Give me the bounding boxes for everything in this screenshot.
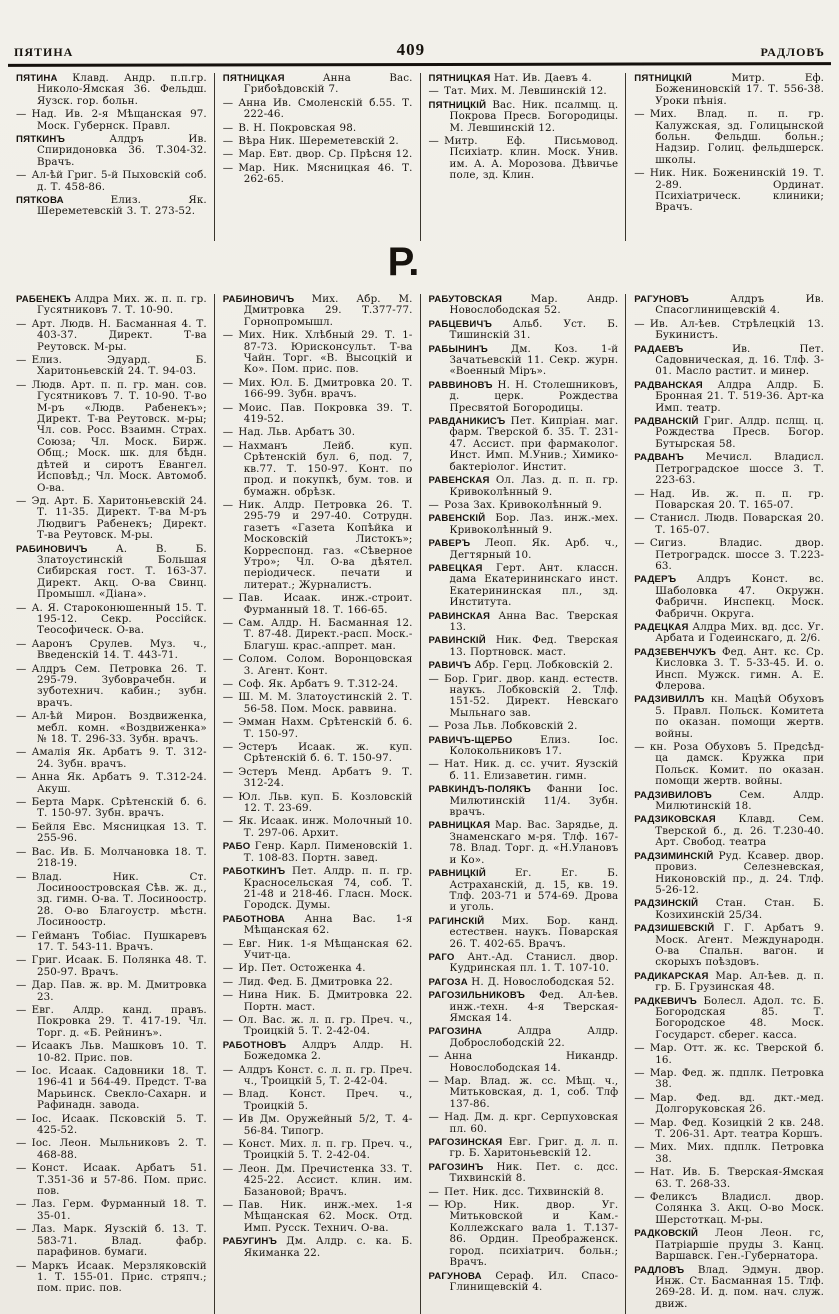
directory-entry: ПЯТИНА Клавд. Андр. п.п.гр. Николо-Ямская 36. Фельдш. Яузск. гор. больн.: [16, 73, 207, 107]
directory-entry: — Анна Ив. Смоленскій б.55. Т. 222-46.: [222, 96, 413, 121]
entry-surname: ПЯТКИНЪ: [16, 134, 110, 146]
directory-entry: РАГОЗИНЪ Ник. Пет. с. дсс. Тихвинскій 8.: [428, 1160, 619, 1185]
directory-entry: РАДВАНСКАЯ Алдра Алдр. Б. Бронная 21. Т. 519-36. Арт-ка Имп. театр.: [634, 378, 824, 414]
directory-entry: РАДЗИВИЛЛЪ кн. Мацѣй Обуховъ 5. Правл. Польск. Комитета по оказан. помощи жертв. войны.: [634, 693, 824, 740]
directory-entry: — Берта Марк. Срѣтенскій б. 6. Т. 150-97. Зубн. врачъ.: [16, 796, 207, 820]
section-letter-r: Р.: [387, 240, 420, 284]
entry-surname: РАГОЗИНЪ: [428, 1161, 497, 1173]
directory-entry: — Вас. Ив. Б. Молчановка 18. Т. 218-19.: [16, 845, 207, 870]
directory-entry: РАБЫНИНЪ Дм. Коз. 1-й Зачатьевскій 11. Секр. журн. «Военный Міръ».: [428, 342, 619, 378]
entry-surname: РАВЕНСКІЙ: [428, 513, 496, 525]
directory-entry: — Мих. Юл. Б. Дмитровка 20. Т. 166-99. Зубн. врачъ.: [222, 376, 413, 401]
directory-entry: — Пет. Ник. дсс. Тихвинскій 8.: [428, 1185, 605, 1198]
directory-entry: РАДЕРЪ Алдръ Конст. вс. Шаболовка 47. Окружн. Фабричн. Инспекц. Моск. Фабричн. Округа.: [634, 573, 824, 620]
directory-entry: — Роза Льв. Лобковскій 2.: [428, 720, 578, 733]
directory-entry: РАГОЗА Н. Д. Новослободская 52.: [428, 975, 615, 988]
directory-entry: — Тат. Мих. М. Левшинскій 12.: [428, 85, 607, 98]
directory-entry: РАДЛОВЪ Влад. Эдмун. двор. Инж. Ст. Басманная 15. Тлф. 269-28. И. д. пом. нач. служ. движ.: [634, 1263, 824, 1310]
directory-entry: — Леон. Дм. Пречистенка 33. Т. 425-22. Ассист. клин. им. Базановой; Врачъ.: [222, 1162, 413, 1198]
top-column-2: [214, 73, 420, 241]
entry-surname: РАВИЧЪ-ЩЕРБО: [428, 734, 541, 746]
directory-entry: — Моис. Пав. Покровка 39. Т. 419-52.: [222, 401, 413, 426]
directory-entry: РАДЗИШЕВСКІЙ Г. Г. Арбатъ 9. Моск. Агент. Международн. О-ва Спальн. вагон. и скорыхъ поѣздовъ.: [634, 922, 824, 969]
directory-entry: — Нат. Ив. Б. Тверская-Ямская 63. Т. 268-33.: [634, 1166, 824, 1190]
directory-entry: — Влад. Конст. Преч. ч., Троицкій 5.: [222, 1088, 413, 1112]
entry-surname: РАДЛОВЪ: [634, 1264, 698, 1276]
directory-entry: РАДЗИВИЛОВЪ Сем. Алдр. Милютинскій 18.: [634, 788, 824, 813]
directory-entry: — Евг. Алдр. канд. правъ. Покровка 29. Т. 417-19. Чл. Торг. д. «Б. Рейнинъ».: [16, 1003, 207, 1039]
top-column-3: [420, 73, 626, 241]
directory-entry: — Нахманъ Лейб. куп. Срѣтенскій бул. 6, под. 7, кв.77. Т. 150-97. Конт. по прод. и покупкѣ, бум. тов. и бумажн. обрѣзк.: [222, 439, 413, 498]
directory-entry: ПЯТНИЦКАЯ Нат. Ив. Даевъ 4.: [428, 73, 592, 84]
entry-surname: РАГУНОВА: [428, 1270, 496, 1282]
entry-surname: РАВЕЦКАЯ: [428, 562, 496, 574]
directory-entry: РАВИНСКІЙ Ник. Фед. Тверская 13. Портновск. маст.: [428, 634, 619, 658]
directory-entry: РАГИНСКІЙ Мих. Бор. канд. естествен. наукъ. Поварская 26. Т. 402-65. Врачъ.: [428, 914, 619, 950]
entry-surname: РАДЗИКОВСКАЯ: [634, 814, 739, 826]
directory-entry: — Эстеръ Исаак. ж. куп. Срѣтенскій б. 6. Т. 150-97.: [222, 741, 413, 765]
directory-entry: РАДЕЦКАЯ Алдра Мих. вд. дсс. Уг. Арбата и Годеинскаго, д. 2/6.: [634, 620, 824, 645]
directory-entry: ПЯТНИЦКІЙ Митр. Еф. Божениновскій 17. Т. 556-38. Уроки пѣнія.: [634, 73, 824, 107]
directory-entry: — Ир. Пет. Остоженка 4.: [222, 962, 366, 975]
directory-entry: — Лаз. Герм. Фурманный 18. Т. 35-01.: [16, 1198, 207, 1222]
top-column-4: [625, 73, 831, 241]
directory-entry: — Ал-ѣй Григ. 5-й Пыховскій соб. д. Т. 458-86.: [16, 169, 207, 193]
directory-entry: — Феликсъ Владисл. двор. Солянка 3. Акц. О-во Моск. Шерстоткац. М-ры.: [634, 1191, 824, 1226]
entry-surname: РАДАЕВЪ: [634, 343, 733, 355]
entry-surname: РАБИНОВИЧЪ: [222, 294, 312, 305]
directory-entry: — Конст. Исаак. Арбатъ 51. Т.351-36 и 57-86. Пом. прис. пов.: [16, 1162, 207, 1198]
directory-entry: — Над. Ив. 2-я Мѣщанская 97. Моск. Губернск. Правл.: [16, 108, 207, 132]
directory-entry: РАБИНОВИЧЪ А. В. Б. Златоустинскій Большая Сибирская гост. Т. 163-37. Директ. Акц. О-ва Свинц. Промышл. «Діана».: [16, 542, 207, 601]
entry-surname: РАДЗЕВЕНЧУКЪ: [634, 646, 723, 658]
directory-entry: — Пав. Исаак. инж.-строит. Фурманный 18. Т. 166-65.: [222, 592, 413, 616]
directory-entry: — Ник. Алдр. Петровка 26. Т. 295-79 и 297-40. Сотрудн. газетъ «Газета Копѣйка и Московскій Листокъ»; Корреспонд. газ. «Сѣверное Утро»; Чл. О-ва дѣятел. періодическ. печати и литерат.; Журналистъ.: [222, 498, 413, 591]
entry-surname: РАДЕРЪ: [634, 574, 697, 586]
directory-entry: — Роза Зах. Кривоколѣнный 9.: [428, 498, 602, 511]
entry-surname: РАБУТОВСКАЯ: [428, 294, 531, 305]
entry-surname: РАВКИНДЪ-ПОЛЯКЪ: [428, 784, 547, 796]
directory-entry: — А. Я. Староконюшенный 15. Т. 195-12. Секр. Россійск. Теософическ. О-ва.: [16, 601, 207, 637]
entry-surname: РАДВАНЪ: [634, 452, 706, 464]
directory-entry: — Ив Дм. Оружейный 5/2, Т. 4-56-84. Типогр.: [222, 1113, 413, 1137]
directory-entry: — Конст. Мих. л. п. гр. Преч. ч., Троицкій 5. Т. 2-42-04.: [222, 1138, 413, 1162]
directory-entry: — Нина Ник. Б. Дмитровка 22. Портн. маст.: [222, 989, 413, 1013]
directory-entry: РАБОТНОВЪ Алдръ Алдр. Н. Божедомка 2.: [222, 1038, 413, 1063]
directory-entry: — Эд. Арт. Б. Харитоньевскій 24. Т. 11-35. Директ. Т-ва М-ръ Людвигъ Рабенекъ; Директ. Т-ва Реутовск. М-ры.: [16, 494, 207, 542]
directory-entry: — В. Н. Покровская 98.: [222, 121, 357, 134]
page-number: 409: [396, 40, 426, 59]
directory-entry: РАВЕНСКАЯ Ол. Лаз. д. п. п. гр. Кривоколѣнный 9.: [428, 474, 619, 498]
directory-entry: — Мар. Отт. ж. кс. Тверской б. 16.: [634, 1042, 824, 1066]
directory-entry: — Над. Ив. ж. п. п. гр. Поварская 20. Т. 165-07.: [634, 487, 824, 511]
directory-entry: РАВНИЦКАЯ Мар. Вас. Зарядье, д. Знаменскаго м-ря. Тлф. 167-78. Влад. Торг. д. «Н.Улановъ и Ко».: [428, 819, 619, 866]
directory-entry: РАВЕРЪ Леоп. Як. Арб. ч., Дегтярный 10.: [428, 537, 619, 561]
entry-surname: РАГО: [428, 951, 468, 963]
entry-surname: ПЯТИНА: [16, 73, 73, 84]
directory-entry: — Соф. Як. Арбатъ 9. Т.312-24.: [222, 678, 399, 690]
directory-entry: РАБУТОВСКАЯ Мар. Андр. Новослободская 52.: [428, 294, 619, 317]
directory-entry: — Мар. Фед. вд. дкт.-мед. Долгоруковская 26.: [634, 1091, 824, 1116]
directory-entry: — Ал-ѣй Мирон. Воздвиженка, мебл. комн. «Воздвиженка» № 18. Т. 296-33. Зубн. врачъ.: [16, 710, 207, 746]
directory-entry: — Мар. Фед. ж. пдплк. Петровка 38.: [634, 1067, 824, 1091]
directory-entry: — Маркъ Исаак. Мерзляковскій 1. Т. 155-01. Прис. стряпч.; пом. прис. пов.: [16, 1259, 207, 1295]
directory-entry: — Мих. Мих. пдплк. Петровка 38.: [634, 1141, 824, 1165]
directory-entry: — Станисл. Людв. Поварская 20. Т. 165-07.: [634, 512, 824, 536]
entry-surname: РАБИНОВИЧЪ: [16, 543, 116, 555]
directory-entry: РАВНИЦКІЙ Ег. Ег. Б. Астраханскій, д. 15, кв. 19. Тлф. 203-71 и 574-69. Дрова и уголь.: [428, 867, 619, 914]
directory-entry: — Сигиз. Владис. двор. Петроградск. шоссе 3. Т.223-63.: [634, 537, 824, 572]
directory-entry: — Нат. Ник. д. сс. учит. Яузскій б. 11. Елизаветин. гимн.: [428, 758, 619, 782]
entry-surname: ПЯТНИЦКІЙ: [428, 99, 493, 111]
directory-entry: — Над. Дм. д. крг. Серпуховская пл. 60.: [428, 1111, 619, 1135]
directory-entry: РАДАЕВЪ Ив. Пет. Садовническая, д. 16. Тлф. 3-01. Масло растит. и минер.: [634, 342, 825, 378]
directory-entry: — Бейля Евс. Мясницкая 13. Т. 255-96.: [16, 820, 207, 845]
guide-word-right: РАДЛОВЪ: [760, 45, 825, 59]
directory-entry: ПЯТКИНЪ Алдръ Ив. Спиридоновка 36. Т.304-32. Врачъ.: [16, 133, 207, 168]
main-column-4: [625, 294, 831, 1314]
directory-entry: — Григ. Исаак. Б. Полянка 48. Т. 250-97. Врачъ.: [16, 954, 207, 978]
entry-surname: РАБОТНОВА: [222, 913, 305, 925]
entry-surname: РАГУНОВЪ: [634, 294, 730, 305]
entry-surname: РАДЗИНСКІЙ: [634, 898, 716, 910]
directory-entry: РАБОТКИНЪ Пет. Алдр. п. п. гр. Красносельская 74, соб. Т. 21-48 и 218-46. Гласн. Моск. Городск. Думы.: [222, 865, 413, 912]
top-entries-block: [8, 73, 831, 241]
entry-surname: РАДВАНСКАЯ: [634, 379, 718, 391]
entry-surname: ПЯТНИЦКІЙ: [634, 73, 732, 84]
directory-entry: РАДКОВСКІЙ Леон Леон. гс, Патріаршіе пруды 3. Канц. Варшавск. Ген.-Губернатора.: [634, 1227, 825, 1263]
entry-surname: ПЯТНИЦКАЯ: [428, 73, 494, 84]
entry-surname: РАВВИНОВЪ: [428, 379, 498, 391]
directory-entry: — Ол. Вас. ж. л. п. гр. Преч. ч., Троицкій 5. Т. 2-42-04.: [222, 1013, 413, 1038]
main-column-2: [214, 294, 420, 1314]
directory-entry: РАДЗИНСКІЙ Стан. Стан. Б. Козихинскій 25/34.: [634, 897, 824, 921]
directory-entry: РАБЦЕВИЧЪ Альб. Уст. Б. Тишинскій 31.: [428, 317, 619, 342]
entry-surname: РАГОЗИНА: [428, 1026, 518, 1038]
main-column-1: [8, 294, 214, 1314]
directory-entry: РАВИЧЪ-ЩЕРБО Елиз. Іос. Колокольниковъ 17.: [428, 733, 619, 758]
directory-entry: — Юл. Льв. куп. Б. Козловскій 12. Т. 23-69.: [222, 790, 413, 815]
directory-entry: РАДЗИМИНСКІЙ Руд. Ксавер. двор. провиз. Селезневская, Никоновскій пр., д. 24. Тлф. 5-26-12.: [634, 849, 824, 896]
directory-entry: РАГОЗИНА Алдра Алдр. Доброслободскій 22.: [428, 1025, 619, 1049]
directory-entry: ПЯТКОВА Елиз. Як. Шереметевскій 3. Т. 273-52.: [16, 194, 207, 218]
directory-entry: — Амалія Як. Арбатъ 9. Т. 312-24. Зубн. врачъ.: [16, 746, 207, 770]
directory-entry: — Сам. Алдр. Н. Басманная 12. Т. 87-48. Директ.-расп. Моск.-Благуш. крас.-аппрет. ман.: [222, 616, 413, 652]
directory-entry: РАБОТНОВА Анна Вас. 1-я Мѣщанская 62.: [222, 912, 413, 937]
entry-surname: РАДЕЦКАЯ: [634, 621, 693, 633]
directory-entry: — Алдръ Сем. Петровка 26. Т. 295-79. Зубоврачебн. и зуботехнич. кабин.; зубн. врачъ.: [16, 662, 207, 709]
directory-entry: — Эмман Нахм. Срѣтенскій б. 6. Т. 150-97.: [222, 716, 413, 740]
entry-surname: РАВЕНСКАЯ: [428, 475, 496, 487]
directory-entry: РАВЕЦКАЯ Герт. Ант. классн. дама Екатерининскаго инст. Екатерининская пл., зд. Института.: [428, 561, 619, 609]
entry-surname: РАГИНСКІЙ: [428, 915, 502, 927]
entry-surname: РАВДАНИКИСЪ: [428, 416, 511, 428]
directory-entry: РАДКЕВИЧЪ Болесл. Адол. тс. Б. Богородская 85. Т. Богородское 48. Моск. Государст. сберег. касса.: [634, 994, 824, 1041]
entry-surname: РАБЫНИНЪ: [428, 343, 511, 355]
directory-entry: РАВИЧЪ Абр. Герц. Лобковскій 2.: [428, 659, 614, 672]
directory-entry: РАДВАНСКІЙ Григ. Алдр. пслщ. ц. Рождества Пресв. Богор. Бутырская 58.: [634, 415, 824, 450]
entry-surname: РАБО: [222, 841, 255, 853]
directory-entry: — Исаакъ Льв. Машковъ 10. Т. 10-82. Прис. пов.: [16, 1040, 207, 1064]
directory-entry: — Алдръ Конст. с. л. п. гр. Преч. ч., Троицкій 5, Т. 2-42-04.: [222, 1063, 413, 1087]
directory-entry: — Лаз. Марк. Яузскій б. 13. Т. 583-71. Влад. фабр. парафинов. бумаги.: [16, 1223, 207, 1259]
main-column-3: [420, 294, 626, 1314]
entry-surname: РАГОЗА: [428, 976, 472, 988]
entry-surname: РАГОЗИЛЬНИКОВЪ: [428, 990, 540, 1002]
entry-surname: РАДКОВСКІЙ: [634, 1228, 715, 1240]
directory-entry: — Людв. Арт. п. п. гр. ман. сов. Гусятниковъ 7. Т. 10-90. Т-во М-ръ «Людв. Рабенекъ»; Директ. Т-ва Реутовск. м-ры; Чл. сов. Росс. Взаимн. Страх. Союза; Чл. Моск. Бирж. Общ.; Моск. шк. для бѣдн. дѣтей и сиротъ Евангел. Исповѣд.; Чл. Моск. Автомоб. О-ва.: [16, 378, 207, 494]
directory-entry: РАВКИНДЪ-ПОЛЯКЪ Фанни Іос. Милютинскій 11/4. Зубн. врачъ.: [428, 783, 619, 819]
entry-surname: РАДЗИВИЛЛЪ: [634, 694, 711, 706]
directory-entry: ПЯТНИЦКАЯ Анна Вас. Грибоѣдовскій 7.: [222, 73, 413, 96]
running-head: [8, 40, 831, 62]
entry-surname: РАБУГИНЪ: [222, 1236, 287, 1248]
directory-entry: РАВДАНИКИСЪ Пет. Кипріан. маг. фарм. Тверской б. 35. Т. 231-47. Ассист. при фармаколог. Инст. Имп. М.Унив.; Химико-бактеріолог. Инстит.: [428, 415, 619, 473]
directory-entry: — Мих. Влад. п. п. гр. Калужская, зд. Голицынской больн. Фельдш. больн.; Надзир. Голиц. фельдшерск. школы.: [634, 108, 824, 166]
directory-entry: РАГУНОВЪ Алдръ Ив. Спасоглинищевскій 4.: [634, 294, 824, 317]
entry-surname: РАДЗИМИНСКІЙ: [634, 850, 719, 862]
entry-surname: РАГОЗИНСКАЯ: [428, 1137, 509, 1149]
entry-surname: РАВЕРЪ: [428, 538, 485, 550]
directory-entry: — Арт. Людв. Н. Басманная 4. Т. 403-37. Директ. Т-ва Реутовск. М-ры.: [16, 317, 207, 353]
directory-entry: — Бор. Григ. двор. канд. естеств. наукъ. Лобковскій 2. Тлф. 151-52. Директ. Невскаго Мыльнаго зав.: [428, 672, 619, 719]
entry-surname: РАБЦЕВИЧЪ: [428, 318, 513, 330]
directory-entry: — Ник. Ник. Боженинскій 19. Т. 2-89. Ординат. Психіатрическ. клиники; Врачъ.: [634, 167, 824, 214]
directory-entry: — Іос. Исаак. Садовники 18. Т. 196-41 и 564-49. Предст. Т-ва Марьинск. Свекло-Сахарн. и Рафинадн. завода.: [16, 1065, 207, 1112]
entry-surname: РАДЗИШЕВСКІЙ: [634, 923, 724, 935]
main-entries-block: [8, 294, 831, 1314]
directory-entry: — Ив. Ал-ѣев. Стрѣлецкій 13. Букинистъ.: [634, 317, 824, 342]
entry-surname: РАБЕНЕКЪ: [16, 294, 75, 305]
directory-entry: РАДВАНЪ Мечисл. Владисл. Петроградское шоссе 3. Т. 223-63.: [634, 451, 825, 487]
directory-entry: — Вѣра Ник. Шереметевскій 2.: [222, 135, 399, 148]
directory-entry: — Лид. Фед. Б. Дмитровка 22.: [222, 975, 393, 988]
directory-entry: — Мар. Влад. ж. сс. Мѣщ. ч., Митьковская, д. 1, соб. Тлф 137-86.: [428, 1075, 619, 1110]
entry-surname: ПЯТНИЦКАЯ: [222, 73, 323, 84]
entry-surname: РАБОТКИНЪ: [222, 866, 292, 878]
directory-entry: РАДЗЕВЕНЧУКЪ Фед. Ант. кс. Ср. Кисловка 3. Т. 5-33-45. И. о. Инсп. Мужск. гимн. А. Е. Флерова.: [634, 645, 825, 692]
directory-entry: — Гейманъ Тобіас. Пушкаревъ 17. Т. 543-11. Врачъ.: [16, 929, 207, 953]
directory-entry: — Мар. Ник. Мясницкая 46. Т. 262-65.: [222, 161, 413, 186]
entry-surname: РАДВАНСКІЙ: [634, 416, 704, 428]
directory-entry: — Мих. Ник. Хлѣбный 29. Т. 1-87-73. Юрисконсульт. Т-ва Чайн. Торг. «В. Высоцкій и Ко». Пом. прис. пов.: [222, 329, 413, 376]
directory-entry: РАГОЗИЛЬНИКОВЪ Фед. Ал-ѣев. инж.-техн. 4-я Тверская-Ямская 14.: [428, 989, 619, 1024]
guide-word-left: ПЯТИНА: [14, 45, 74, 59]
entry-surname: РАВИНСКАЯ: [428, 610, 499, 622]
directory-entry: РАДЗИКОВСКАЯ Клавд. Сем. Тверской б., д. 26. Т.230-40. Арт. Свобод. театра: [634, 813, 825, 849]
entry-surname: РАДЗИВИЛОВЪ: [634, 789, 740, 801]
header-rule: [8, 62, 831, 67]
directory-entry: — Пав. Ник. инж.-мех. 1-я Мѣщанская 62. Моск. Отд. Имп. Русск. Технич. О-ва.: [222, 1199, 413, 1234]
directory-entry: — Солом. Солом. Воронцовская 3. Агент. Конт.: [222, 653, 413, 677]
directory-entry: — Над. Льв. Арбатъ 30.: [222, 426, 356, 439]
directory-entry: — Елиз. Эдуард. Б. Харитоньевскій 24. Т. 94-03.: [16, 354, 207, 378]
directory-entry: ПЯТНИЦКІЙ Вас. Ник. псалмщ. ц. Покрова Пресв. Богородицы. М. Левшинскій 12.: [428, 98, 619, 134]
directory-entry: РАВИНСКАЯ Анна Вас. Тверская 13.: [428, 609, 619, 633]
directory-entry: РАДИКАРСКАЯ Мар. Ал-ѣев. д. п. гр. Б. Грузинская 48.: [634, 969, 825, 994]
directory-entry: — Мар. Фед. Козицкій 2 кв. 248. Т. 206-31. Арт. театра Коршъ.: [634, 1116, 824, 1141]
directory-entry: — Ш. М. М. Златоустинскій 2. Т. 56-58. Пом. Моск. раввина.: [222, 691, 413, 715]
entry-surname: РАВНИЦКІЙ: [428, 868, 516, 880]
directory-entry: — Мар. Евт. двор. Ср. Прѣсня 12.: [222, 148, 413, 161]
directory-entry: РАБИНОВИЧЪ Мих. Абр. М. Дмитровка 29. Т.377-77. Горнопромышл.: [222, 294, 413, 328]
directory-entry: — кн. Роза Обуховъ 5. Предсѣд-ца дамск. Кружка при Польск. Комит. по оказан. помощи жертв. войны.: [634, 741, 824, 788]
directory-entry: — Дар. Пав. ж. вр. М. Дмитровка 23.: [16, 979, 207, 1003]
directory-entry: РАБЕНЕКЪ Алдра Мих. ж. п. п. гр. Гусятниковъ 7. Т. 10-90.: [16, 294, 207, 317]
directory-entry: — Юр. Ник. двор. Уг. Митьковской и Кам.-Коллежскаго вала 1. Т.137-86. Ордин. Преображенск. город. психіатрич. больн.; Врачъ.: [428, 1199, 619, 1269]
entry-surname: РАБОТНОВЪ: [222, 1039, 303, 1051]
directory-entry: РАГУНОВА Сераф. Ил. Спасо-Глинищевскій 4.: [428, 1269, 619, 1293]
entry-surname: РАДИКАРСКАЯ: [634, 970, 716, 982]
entry-surname: РАДКЕВИЧЪ: [634, 995, 704, 1007]
directory-entry: — Іос. Исаак. Псковскій 5. Т. 425-52.: [16, 1112, 207, 1137]
directory-entry: — Митр. Еф. Письмовод. Психіатр. клин. Моск. Унив. им. А. А. Морозова. Дѣвичье поле, зд. Клин.: [428, 135, 619, 182]
directory-entry: — Влад. Ник. Ст. Лосиноостровская Сѣв. ж. д., зд. гимн. О-ва. Т. Лосиноостр. 28. О-во Благоустр. мѣстн. Лосиноостр.: [16, 870, 207, 929]
directory-entry: — Анна Никандр. Новослободская 14.: [428, 1050, 619, 1074]
directory-entry: — Як. Исаак. инж. Молочный 10. Т. 297-06. Архит.: [222, 815, 413, 839]
entry-surname: РАВИНСКІЙ: [428, 635, 496, 647]
entry-surname: ПЯТКОВА: [16, 195, 111, 207]
top-column-1: [8, 73, 214, 241]
directory-entry: — Эстеръ Менд. Арбатъ 9. Т. 312-24.: [222, 765, 413, 790]
directory-entry: РАБУГИНЪ Дм. Алдр. с. ка. Б. Якиманка 22.: [222, 1235, 413, 1259]
directory-entry: — Ааронъ Срулев. Муз. ч., Введенскій 14. Т. 443-71.: [16, 637, 207, 662]
directory-entry: РАГОЗИНСКАЯ Евг. Григ. д. л. п. гр. Б. Харитоньевскій 12.: [428, 1136, 619, 1160]
entry-surname: РАВНИЦКАЯ: [428, 820, 495, 832]
directory-entry: — Анна Як. Арбатъ 9. Т.312-24. Акуш.: [16, 771, 207, 795]
directory-entry: — Іос. Леон. Мыльниковъ 2. Т. 468-88.: [16, 1137, 207, 1161]
directory-entry: РАБО Генр. Карл. Пименовскій 1. Т. 108-83. Портн. завед.: [222, 840, 413, 864]
directory-entry: — Евг. Ник. 1-я Мѣщанская 62. Учит-ца.: [222, 937, 413, 961]
entry-surname: РАВИЧЪ: [428, 660, 475, 672]
directory-entry: РАВВИНОВЪ Н. Н. Столешниковъ, д. церк. Рождества Пресвятой Богородицы.: [428, 378, 619, 414]
directory-entry: РАГО Ант.-Ад. Станисл. двор. Кудринская пл. 1. Т. 107-10.: [428, 950, 619, 975]
directory-entry: РАВЕНСКІЙ Бор. Лаз. инж.-мех. Кривоколѣнный 9.: [428, 512, 619, 536]
